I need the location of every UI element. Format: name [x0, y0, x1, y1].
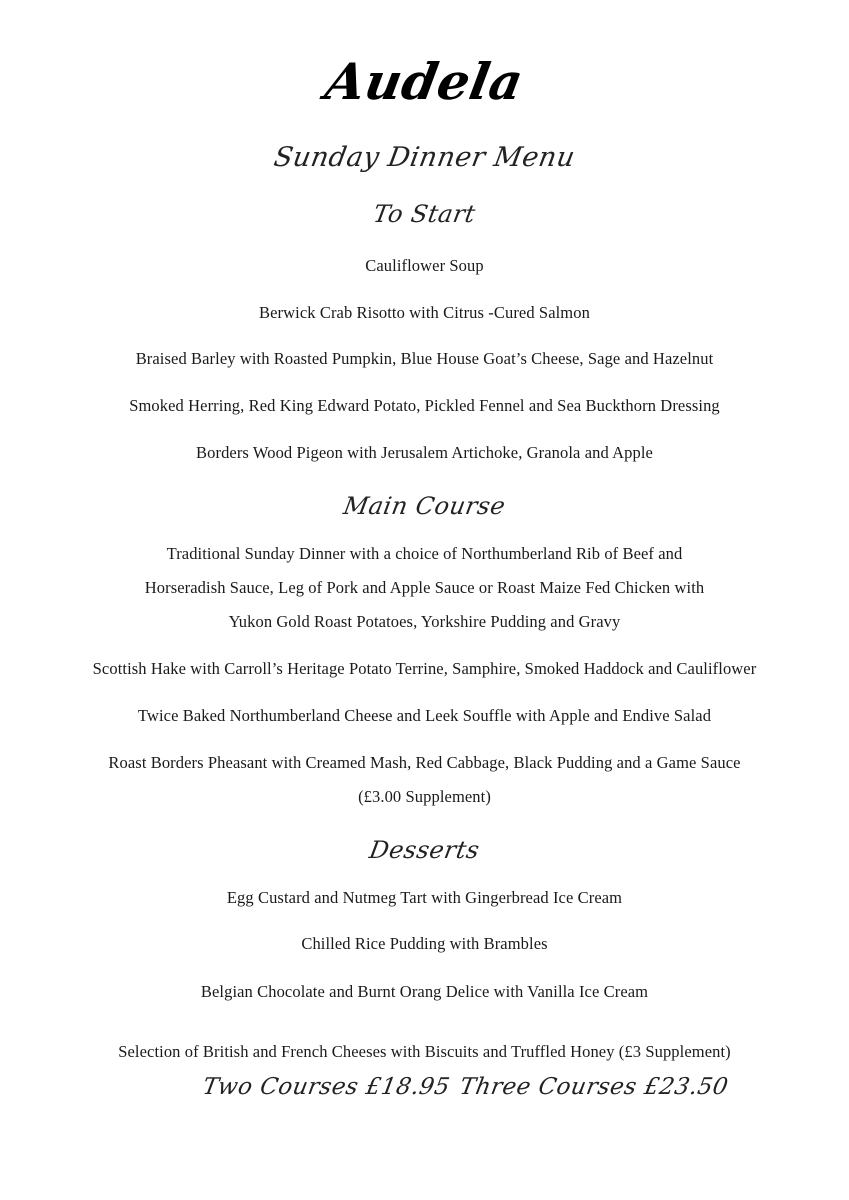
main-item-line: Horseradish Sauce, Leg of Pork and Apple Sauce or Roast Maize Fed Chicken with [144, 578, 705, 597]
starter-item: Berwick Crab Risotto with Citrus -Cured Salmon [259, 303, 590, 322]
three-courses-price: Three Courses £23.50 [457, 1074, 731, 1100]
starter-item: Cauliflower Soup [365, 256, 484, 275]
dessert-item: Egg Custard and Nutmeg Tart with Gingerbread Ice Cream [226, 888, 623, 907]
starter-item: Borders Wood Pigeon with Jerusalem Artichoke, Granola and Apple [196, 443, 653, 462]
main-item: Roast Borders Pheasant with Creamed Mash, Red Cabbage, Black Pudding and a Game Sauce [108, 753, 741, 772]
starter-item: Smoked Herring, Red King Edward Potato, Pickled Fennel and Sea Buckthorn Dressing [129, 396, 720, 415]
cheese-item: Selection of British and French Cheeses with Biscuits and Truffled Honey (£3 Supplement) [118, 1042, 731, 1061]
main-item: Scottish Hake with Carroll’s Heritage Potato Terrine, Samphire, Smoked Haddock and Cauliflower [92, 659, 757, 678]
dessert-item: Belgian Chocolate and Burnt Orang Delice with Vanilla Ice Cream [200, 982, 649, 1001]
restaurant-name: Audela [321, 52, 528, 111]
menu-title: Sunday Dinner Menu [271, 142, 578, 173]
supplement-note: (£3.00 Supplement) [358, 787, 491, 806]
desserts-heading: Desserts [367, 836, 482, 864]
starter-item: Braised Barley with Roasted Pumpkin, Blue House Goat’s Cheese, Sage and Hazelnut [135, 349, 714, 368]
main-item: Twice Baked Northumberland Cheese and Leek Souffle with Apple and Endive Salad [137, 706, 712, 725]
main-item-line: Yukon Gold Roast Potatoes, Yorkshire Pudding and Gravy [228, 612, 621, 631]
dessert-item: Chilled Rice Pudding with Brambles [301, 934, 548, 953]
mains-heading: Main Course [341, 492, 508, 520]
two-courses-price: Two Courses £18.95 [200, 1074, 452, 1100]
starters-heading: To Start [371, 200, 478, 228]
price-row [0, 1074, 849, 1108]
main-item-line: Traditional Sunday Dinner with a choice of Northumberland Rib of Beef and [166, 544, 683, 563]
